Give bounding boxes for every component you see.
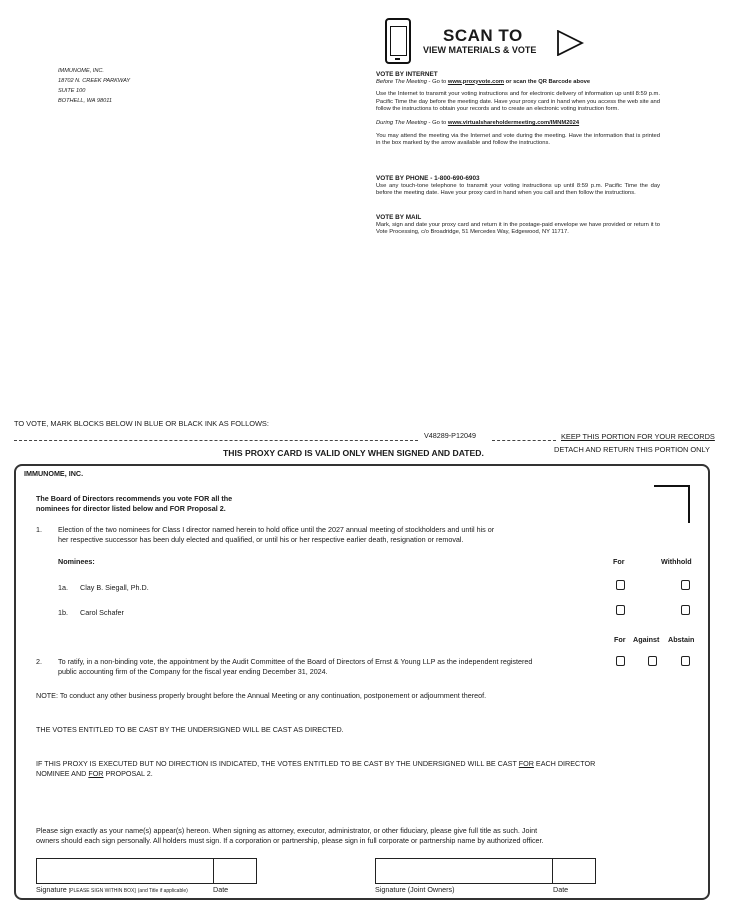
- address-line: BOTHELL, WA 98011: [58, 98, 112, 104]
- joint-signature-field[interactable]: [375, 858, 596, 884]
- address-line: IMMUNOME, INC.: [58, 68, 104, 74]
- col-withhold: Withhold: [661, 557, 692, 566]
- col-for: For: [613, 557, 625, 566]
- proposal-2-text: To ratify, in a non-binding vote, the appointment by the Audit Committee of the Board of Directors of Ernst & Young LLP as the independent registered: [58, 657, 533, 666]
- col2-for: For: [614, 635, 626, 644]
- virtual-meeting-link[interactable]: www.virtualshareholdermeeting.com/IMNM2024: [447, 119, 580, 126]
- checkbox-1b-for[interactable]: [616, 605, 625, 615]
- nominee-name: Clay B. Siegall, Ph.D.: [80, 583, 149, 592]
- vote-by-phone: [376, 175, 660, 198]
- phone-body: Use any touch-tone telephone to transmit your voting instructions up until 8:59 p.m. Pacific Time the day before the meeting date. Have your proxy card in hand when you call and then follow the instructions.: [376, 182, 660, 197]
- phone-icon: [385, 18, 411, 64]
- board-recommendation: The Board of Directors recommends you vote FOR all the: [36, 494, 233, 503]
- nominee-number: 1b.: [58, 608, 68, 617]
- mail-heading: VOTE BY MAIL: [376, 214, 422, 221]
- joint-signature-label: Signature (Joint Owners): [375, 885, 455, 894]
- votes-cast-statement: THE VOTES ENTITLED TO BE CAST BY THE UNDERSIGNED WILL BE CAST AS DIRECTED.: [36, 725, 344, 734]
- joint-signature-date-divider: [552, 858, 553, 884]
- checkbox-1a-for[interactable]: [616, 580, 625, 590]
- keep-portion-label: KEEP THIS PORTION FOR YOUR RECORDS: [561, 432, 715, 441]
- no-direction-statement: IF THIS PROXY IS EXECUTED BUT NO DIRECTION IS INDICATED, THE VOTES ENTITLED TO BE CAST BY THE UNDERSIGNED WILL BE CAST FOR EACH DIRECTOR: [36, 759, 596, 768]
- mail-body: Mark, sign and date your proxy card and return it in the postage-paid envelope we have provided or return it to Vote Processing, c/o Broadridge, 51 Mercedes Way, Edgewood, NY 11717.: [376, 221, 660, 236]
- proposal-number: 2.: [36, 657, 42, 666]
- internet-during-line: During The Meeting - Go to www.virtualshareholdermeeting.com/IMNM2024: [376, 119, 580, 126]
- internet-during-body: You may attend the meeting via the Internet and vote during the meeting. Have the information that is printed in the box marked by the arrow available and follow the instructions.: [376, 132, 660, 147]
- valid-notice: THIS PROXY CARD IS VALID ONLY WHEN SIGNED AND DATED.: [223, 448, 484, 458]
- proxyvote-link[interactable]: www.proxyvote.com: [447, 78, 505, 85]
- signature-label: Signature [PLEASE SIGN WITHIN BOX] (and Title if applicable): [36, 885, 188, 894]
- internet-heading: VOTE BY INTERNET: [376, 71, 438, 78]
- mailing-address: [58, 66, 130, 106]
- address-line: SUITE 100: [58, 88, 86, 94]
- vote-by-mail: [376, 214, 660, 237]
- mark-instructions: TO VOTE, MARK BLOCKS BELOW IN BLUE OR BLACK INK AS FOLLOWS:: [14, 419, 269, 428]
- internet-before-line: Before The Meeting - Go to www.proxyvote.com or scan the QR Barcode above: [376, 78, 591, 85]
- scan-subtitle: VIEW MATERIALS & VOTE: [423, 45, 537, 55]
- corner-mark: [654, 485, 690, 523]
- proposal-number: 1.: [36, 525, 42, 534]
- proposal-1-text: her respective successor has been duly elected and qualified, or until his or her respective earlier death, resignation or removal.: [58, 535, 464, 544]
- nominees-label: Nominees:: [58, 557, 95, 566]
- play-arrow-icon: [556, 30, 584, 56]
- address-line: 18702 N. CREEK PARKWAY: [58, 78, 131, 84]
- date-label: Date: [213, 885, 229, 894]
- note-text: NOTE: To conduct any other business properly brought before the Annual Meeting or any continuation, postponement or adjournment thereof.: [36, 691, 487, 700]
- checkbox-1b-withhold[interactable]: [681, 605, 690, 615]
- control-code: V48289-P12049: [424, 431, 476, 440]
- phone-heading: VOTE BY PHONE - 1-800-690-6903: [376, 175, 480, 182]
- checkbox-2-against[interactable]: [648, 656, 657, 666]
- nominee-number: 1a.: [58, 583, 68, 592]
- col2-abstain: Abstain: [668, 635, 695, 644]
- company-name: IMMUNOME, INC.: [24, 469, 84, 478]
- checkbox-2-for[interactable]: [616, 656, 625, 666]
- nominee-name: Carol Schafer: [80, 608, 124, 617]
- no-direction-statement: NOMINEE AND FOR PROPOSAL 2.: [36, 769, 153, 778]
- board-recommendation: nominees for director listed below and FOR Proposal 2.: [36, 504, 226, 513]
- signing-instructions: owners should each sign personally. All holders must sign. If a corporation or partnership, please sign in full corporate or partnership name by authorized officer.: [36, 836, 544, 845]
- perforation-line: [14, 440, 418, 441]
- date-label: Date: [553, 885, 569, 894]
- proposal-2-text: public accounting firm of the Company for the fiscal year ending December 31, 2024.: [58, 667, 328, 676]
- col2-against: Against: [633, 635, 660, 644]
- checkbox-2-abstain[interactable]: [681, 656, 690, 666]
- vote-by-internet: [376, 71, 660, 148]
- proposal-1-text: Election of the two nominees for Class I director named herein to hold office until the 2027 annual meeting of stockholders and until his or: [58, 525, 495, 534]
- signature-field[interactable]: [36, 858, 257, 884]
- checkbox-1a-withhold[interactable]: [681, 580, 690, 590]
- scan-title: SCAN TO: [443, 26, 523, 45]
- detach-label: DETACH AND RETURN THIS PORTION ONLY: [554, 445, 710, 454]
- perforation-line: [492, 440, 556, 441]
- signing-instructions: Please sign exactly as your name(s) appear(s) hereon. When signing as attorney, executor, administrator, or other fiduciary, please give full title as such. Joint: [36, 826, 538, 835]
- signature-date-divider: [213, 858, 214, 884]
- internet-before-body: Use the Internet to transmit your voting instructions and for electronic delivery of information up until 8:59 p.m. Pacific Time the day before the meeting date. Have your proxy card in hand when you access the web site and follow the instructions to obtain your records and to create an electronic voting instruction form.: [376, 91, 660, 113]
